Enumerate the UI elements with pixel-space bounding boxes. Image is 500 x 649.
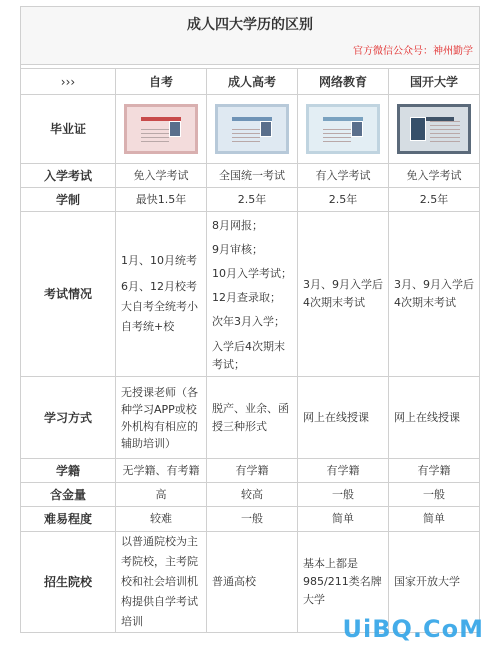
certificate-red-image (124, 104, 198, 154)
cell-exam-chenggao (207, 212, 298, 377)
header-wangluo: 网络教育 (298, 69, 389, 95)
header-chenggao: 成人高考 (207, 69, 298, 95)
row-study (21, 377, 480, 459)
table-title: 成人四大学历的区别 (187, 17, 314, 33)
row-value (21, 483, 480, 507)
watermark-logo: UiBQ.CoM (342, 615, 484, 643)
exam-chenggao-line-3: 10月入学考试； (212, 267, 292, 280)
comparison-table (20, 6, 480, 633)
certificate-blue-image (215, 104, 289, 154)
cell-difficulty-wangluo: 简单 (298, 507, 389, 532)
exam-chenggao-line-5: 次年3月入学； (212, 315, 285, 328)
cell-value-wangluo: 一般 (298, 483, 389, 507)
cell-certificate-guokai (389, 95, 480, 164)
cell-duration-wangluo: 2.5年 (298, 188, 389, 212)
cell-status-wangluo: 有学籍 (298, 459, 389, 483)
cell-certificate-chenggao (207, 95, 298, 164)
cell-duration-chenggao: 2.5年 (207, 188, 298, 212)
cell-difficulty-zikao: 较难 (116, 507, 207, 532)
row-entrance (21, 164, 480, 188)
exam-chenggao-line-2: 9月审核； (212, 243, 263, 256)
cell-certificate-zikao (116, 95, 207, 164)
cell-status-guokai: 有学籍 (389, 459, 480, 483)
header-zikao: 自考 (116, 69, 207, 95)
cell-value-zikao: 高 (116, 483, 207, 507)
header-arrows: ››› (21, 69, 116, 95)
row-certificate (21, 95, 480, 164)
cell-value-chenggao: 较高 (207, 483, 298, 507)
cell-study-zikao: 无授课老师（各种学习APP或校外机构有相应的辅助培训） (116, 377, 207, 459)
cell-status-chenggao: 有学籍 (207, 459, 298, 483)
cell-exam-zikao (116, 212, 207, 377)
cell-certificate-wangluo (298, 95, 389, 164)
row-duration (21, 188, 480, 212)
cell-schools-wangluo: 基本上都是985/211类名牌大学 (298, 532, 389, 633)
cell-duration-zikao: 最快1.5年 (116, 188, 207, 212)
label-exam: 考试情况 (21, 212, 116, 377)
wechat-subtitle: 官方微信公众号：神州勤学 (353, 46, 474, 57)
exam-chenggao-line-6: 入学后4次期末考试； (212, 340, 285, 371)
cell-study-guokai: 网上在线授课 (389, 377, 480, 459)
cell-duration-guokai: 2.5年 (389, 188, 480, 212)
label-study: 学习方式 (21, 377, 116, 459)
cell-schools-chenggao: 普通高校 (207, 532, 298, 633)
certificate-dark-image (397, 104, 471, 154)
cell-value-guokai: 一般 (389, 483, 480, 507)
cell-schools-guokai: 国家开放大学 (389, 532, 480, 633)
exam-chenggao-line-1: 8月网报； (212, 219, 263, 232)
label-difficulty: 难易程度 (21, 507, 116, 532)
row-difficulty (21, 507, 480, 532)
cell-status-zikao: 无学籍、有考籍 (116, 459, 207, 483)
header-row (21, 69, 480, 95)
exam-chenggao-line-4: 12月查录取； (212, 291, 281, 304)
cell-schools-zikao: 以普通院校为主考院校，主考院校和社会培训机构提供自学考试培训 (116, 532, 207, 633)
cell-exam-guokai: 3月、9月入学后4次期末考试 (389, 212, 480, 377)
cell-difficulty-chenggao: 一般 (207, 507, 298, 532)
exam-zikao-line-2: 6月、12月校考大自考全统考小自考统+校 (121, 280, 198, 333)
cell-entrance-zikao: 免入学考试 (116, 164, 207, 188)
label-status: 学籍 (21, 459, 116, 483)
exam-zikao-line-1: 1月、10月统考 (121, 254, 197, 267)
cell-exam-wangluo: 3月、9月入学后4次期末考试 (298, 212, 389, 377)
label-schools: 招生院校 (21, 532, 116, 633)
row-status (21, 459, 480, 483)
cell-entrance-guokai: 免入学考试 (389, 164, 480, 188)
certificate-lightblue-image (306, 104, 380, 154)
title-cell (21, 7, 480, 65)
cell-study-chenggao: 脱产、业余、函授三种形式 (207, 377, 298, 459)
header-guokai: 国开大学 (389, 69, 480, 95)
cell-entrance-chenggao: 全国统一考试 (207, 164, 298, 188)
label-entrance: 入学考试 (21, 164, 116, 188)
label-value: 含金量 (21, 483, 116, 507)
cell-entrance-wangluo: 有入学考试 (298, 164, 389, 188)
label-duration: 学制 (21, 188, 116, 212)
cell-difficulty-guokai: 简单 (389, 507, 480, 532)
cell-study-wangluo: 网上在线授课 (298, 377, 389, 459)
row-exam (21, 212, 480, 377)
label-certificate: 毕业证 (21, 95, 116, 164)
